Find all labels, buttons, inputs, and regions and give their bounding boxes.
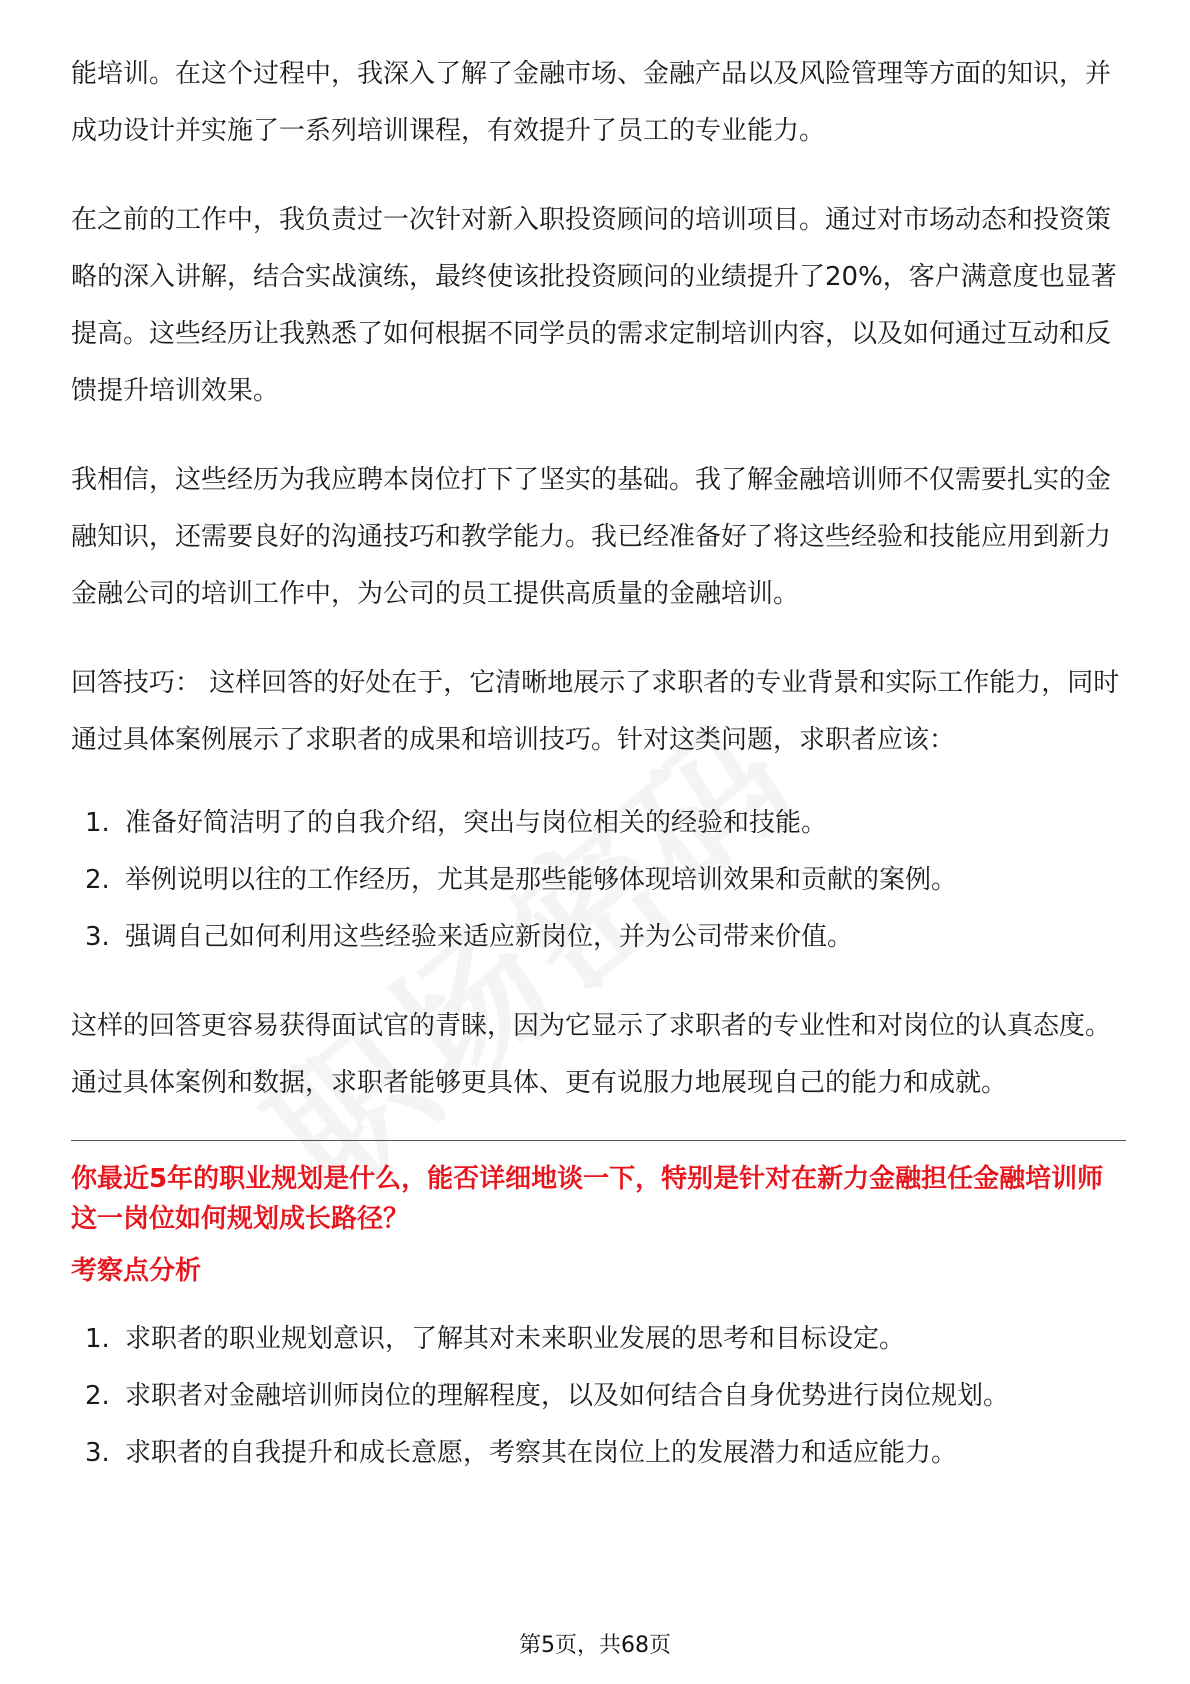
paragraph-closing: 这样的回答更容易获得面试官的青睐，因为它显示了求职者的专业性和对岗位的认真态度。通过具体案例和数据，求职者能够更具体、更有说服力地展现自己的能力和成就。 xyxy=(71,1011,1112,1098)
page-content xyxy=(71,46,1126,1482)
analysis-list xyxy=(71,1311,1126,1482)
list-item: 2. 举例说明以往的工作经历，尤其是那些能够体现培训效果和贡献的案例。 xyxy=(85,865,958,895)
list-item: 1. 准备好简洁明了的自我介绍，突出与岗位相关的经验和技能。 xyxy=(85,808,828,838)
page-number-footer: 第5页，共68页 xyxy=(519,1633,671,1658)
list-item: 1. 求职者的职业规划意识，了解其对未来职业发展的思考和目标设定。 xyxy=(85,1324,906,1354)
paragraph-foundation: 我相信，这些经历为我应聘本岗位打下了坚实的基础。我了解金融培训师不仅需要扎实的金融知识，还需要良好的沟通技巧和教学能力。我已经准备好了将这些经验和技能应用到新力金融公司的培训工作中，为公司的员工提供高质量的金融培训。 xyxy=(71,465,1112,609)
list-item: 3. 强调自己如何利用这些经验来适应新岗位，并为公司带来价值。 xyxy=(85,922,854,952)
paragraph-experience: 在之前的工作中，我负责过一次针对新入职投资顾问的培训项目。通过对市场动态和投资策略的深入讲解，结合实战演练，最终使该批投资顾问的业绩提升了20%，客户满意度也显著提高。这些经历让我熟悉了如何根据不同学员的需求定制培训内容，以及如何通过互动和反馈提升培训效果。 xyxy=(71,205,1117,406)
section-divider xyxy=(71,1140,1126,1141)
tips-list xyxy=(71,795,1126,966)
interview-question: 你最近5年的职业规划是什么，能否详细地谈一下，特别是针对在新力金融担任金融培训师这一岗位如何规划成长路径？ xyxy=(71,1164,1104,1234)
paragraph-continuation: 能培训。在这个过程中，我深入了解了金融市场、金融产品以及风险管理等方面的知识，并成功设计并实施了一系列培训课程，有效提升了员工的专业能力。 xyxy=(71,59,1112,146)
list-item: 2. 求职者对金融培训师岗位的理解程度，以及如何结合自身优势进行岗位规划。 xyxy=(85,1381,1010,1411)
list-item: 3. 求职者的自我提升和成长意愿，考察其在岗位上的发展潜力和适应能力。 xyxy=(85,1438,958,1468)
paragraph-answer-tips: 回答技巧： 这样回答的好处在于，它清晰地展示了求职者的专业背景和实际工作能力，同时通过具体案例展示了求职者的成果和培训技巧。针对这类问题，求职者应该： xyxy=(71,668,1120,755)
analysis-heading: 考察点分析 xyxy=(71,1256,202,1286)
